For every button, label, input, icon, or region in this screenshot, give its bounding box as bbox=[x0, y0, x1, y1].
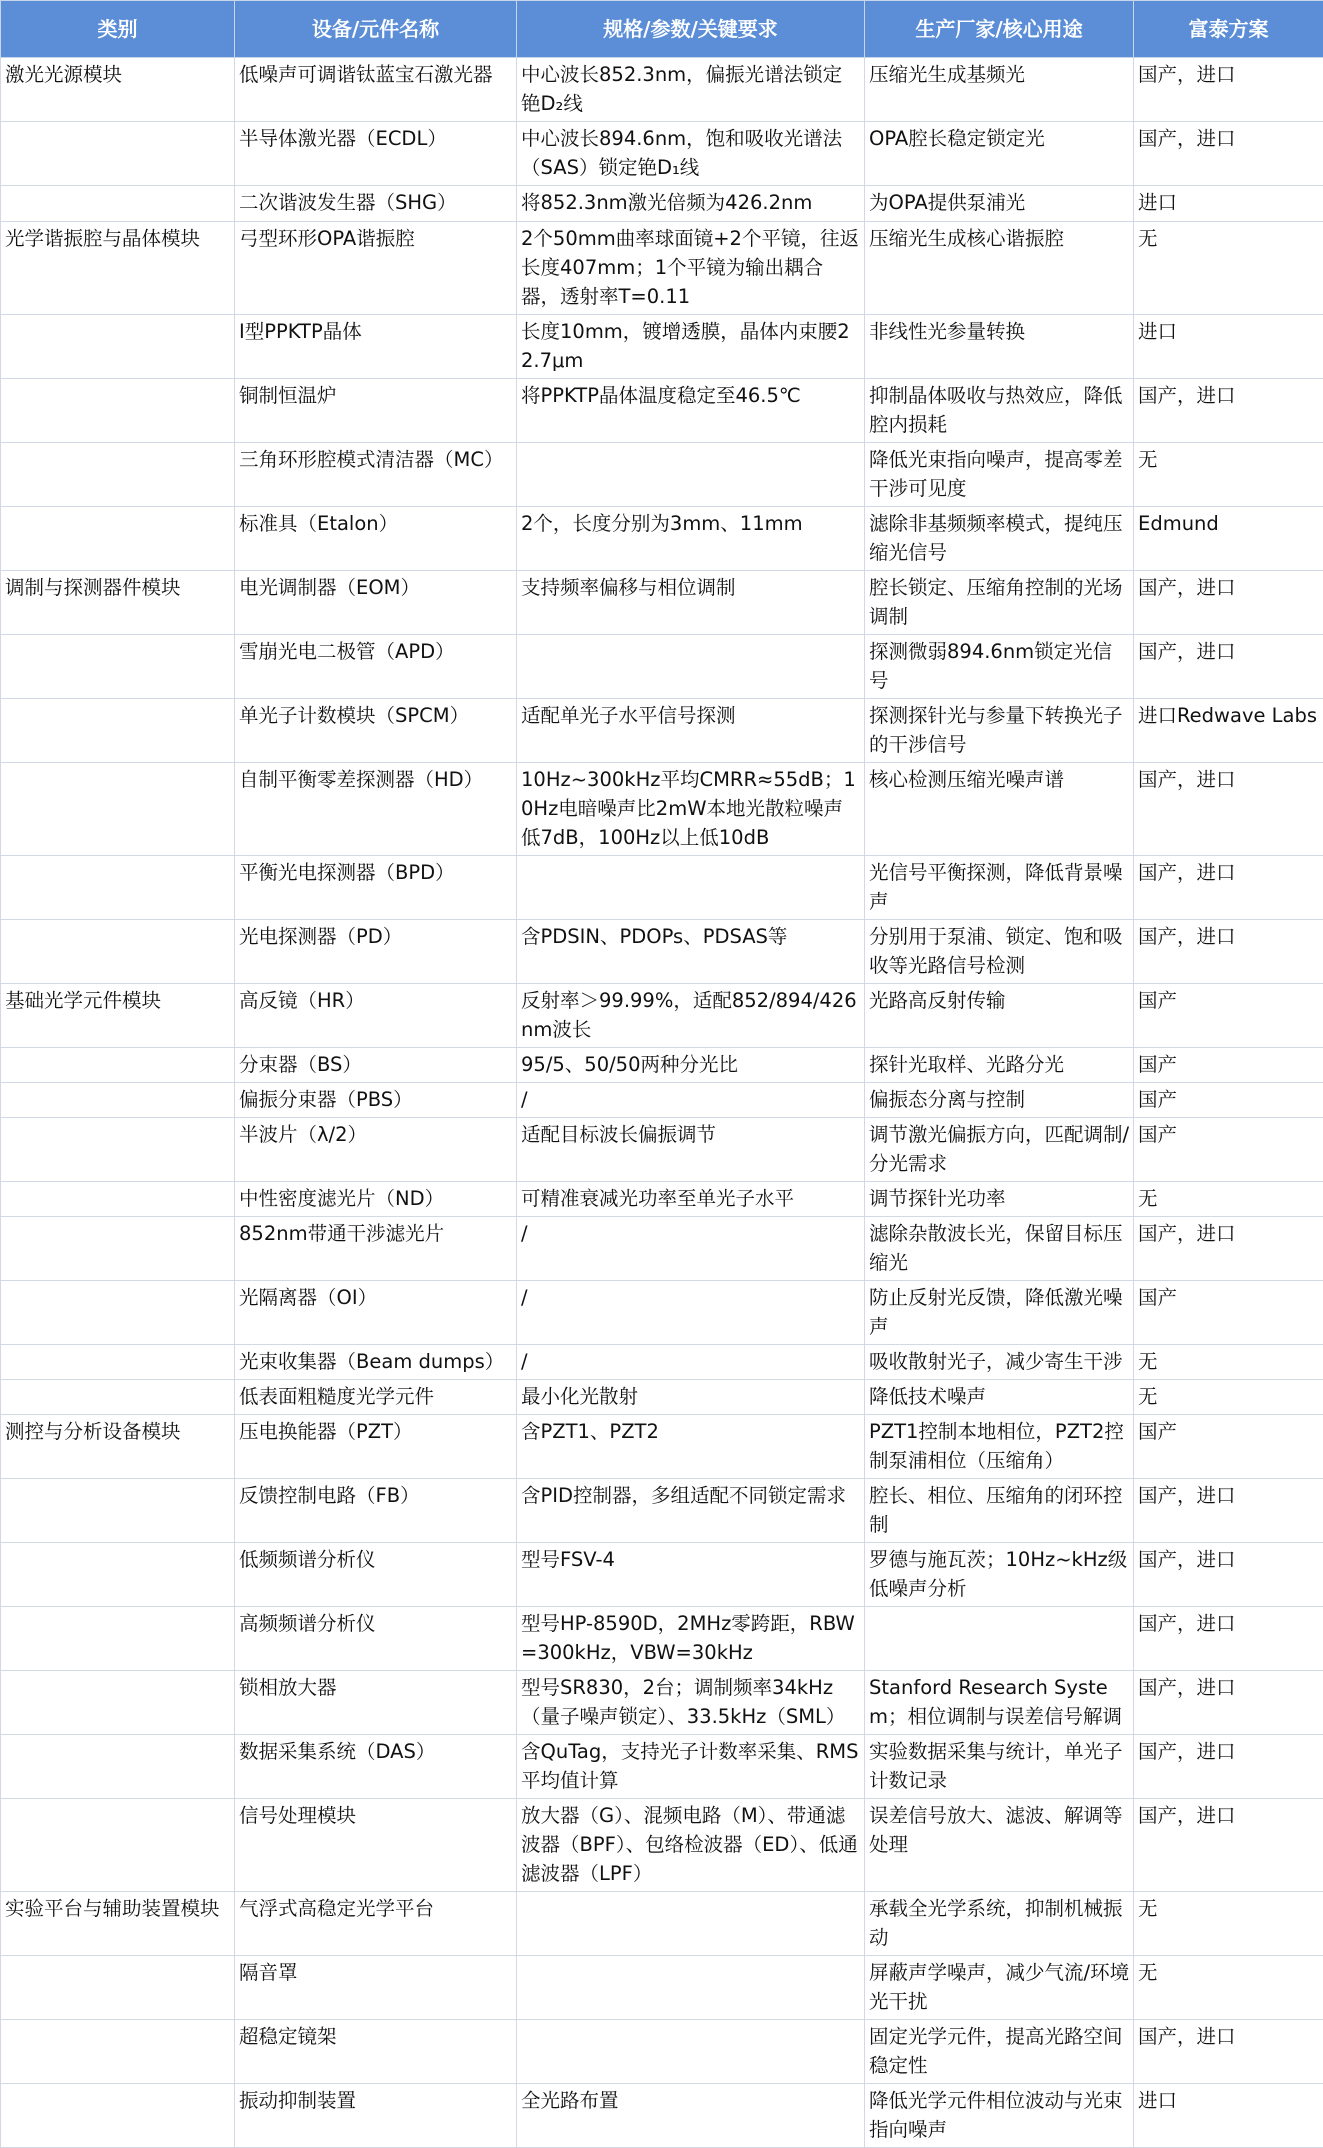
manufacturer-use-cell: 抑制晶体吸收与热效应，降低腔内损耗 bbox=[865, 379, 1134, 443]
table-row bbox=[1, 1182, 1323, 1217]
category-cell bbox=[1, 1799, 235, 1892]
plan-cell: 无 bbox=[1134, 1956, 1323, 2020]
table-row bbox=[1, 379, 1323, 443]
header-spec: 规格/参数/关键要求 bbox=[517, 1, 865, 58]
spec-cell bbox=[517, 856, 865, 920]
manufacturer-use-cell: 吸收散射光子，减少寄生干涉 bbox=[865, 1345, 1134, 1380]
table-row bbox=[1, 1735, 1323, 1799]
category-cell: 激光光源模块 bbox=[1, 58, 235, 122]
device-name-cell: 低表面粗糙度光学元件 bbox=[235, 1380, 517, 1415]
table-row bbox=[1, 571, 1323, 635]
plan-cell: 国产，进口 bbox=[1134, 1543, 1323, 1607]
device-name-cell: 隔音罩 bbox=[235, 1956, 517, 2020]
spec-cell: 2个50mm曲率球面镜+2个平镜，往返长度407mm；1个平镜为输出耦合器，透射率T=0.11 bbox=[517, 222, 865, 315]
category-cell bbox=[1, 699, 235, 763]
table-row bbox=[1, 1671, 1323, 1735]
plan-cell: 无 bbox=[1134, 222, 1323, 315]
table-body bbox=[1, 58, 1323, 2148]
device-name-cell: 低噪声可调谐钛蓝宝石激光器 bbox=[235, 58, 517, 122]
table-row bbox=[1, 186, 1323, 222]
manufacturer-use-cell: Stanford Research System；相位调制与误差信号解调 bbox=[865, 1671, 1134, 1735]
table-row bbox=[1, 699, 1323, 763]
table-row bbox=[1, 58, 1323, 122]
manufacturer-use-cell: 腔长、相位、压缩角的闭环控制 bbox=[865, 1479, 1134, 1543]
category-cell bbox=[1, 1048, 235, 1083]
spec-cell bbox=[517, 2020, 865, 2084]
table-row bbox=[1, 1048, 1323, 1083]
category-cell bbox=[1, 443, 235, 507]
spec-cell: 最小化光散射 bbox=[517, 1380, 865, 1415]
category-cell bbox=[1, 635, 235, 699]
spec-cell bbox=[517, 1956, 865, 2020]
manufacturer-use-cell: 偏振态分离与控制 bbox=[865, 1083, 1134, 1118]
category-cell bbox=[1, 1281, 235, 1345]
spec-cell: 放大器（G）、混频电路（M）、带通滤波器（BPF）、包络检波器（ED）、低通滤波器（LPF） bbox=[517, 1799, 865, 1892]
spec-cell: 型号SR830，2台；调制频率34kHz（量子噪声锁定）、33.5kHz（SML） bbox=[517, 1671, 865, 1735]
table-row bbox=[1, 1479, 1323, 1543]
manufacturer-use-cell: 调节激光偏振方向，匹配调制/分光需求 bbox=[865, 1118, 1134, 1182]
table-row bbox=[1, 222, 1323, 315]
spec-cell: / bbox=[517, 1217, 865, 1281]
device-name-cell: 光隔离器（OI） bbox=[235, 1281, 517, 1345]
table-row bbox=[1, 2084, 1323, 2148]
manufacturer-use-cell: 屏蔽声学噪声，减少气流/环境光干扰 bbox=[865, 1956, 1134, 2020]
table-row bbox=[1, 1892, 1323, 1956]
table-row bbox=[1, 1083, 1323, 1118]
plan-cell: 国产，进口 bbox=[1134, 122, 1323, 186]
spec-cell: 型号HP-8590D，2MHz零跨距，RBW=300kHz，VBW=30kHz bbox=[517, 1607, 865, 1671]
table-row bbox=[1, 1543, 1323, 1607]
device-name-cell: 中性密度滤光片（ND） bbox=[235, 1182, 517, 1217]
category-cell: 调制与探测器件模块 bbox=[1, 571, 235, 635]
manufacturer-use-cell: 光路高反射传输 bbox=[865, 984, 1134, 1048]
plan-cell: 国产，进口 bbox=[1134, 1607, 1323, 1671]
plan-cell: 国产，进口 bbox=[1134, 763, 1323, 856]
header-device-name: 设备/元件名称 bbox=[235, 1, 517, 58]
spec-cell: 含QuTag，支持光子计数率采集、RMS平均值计算 bbox=[517, 1735, 865, 1799]
plan-cell: 进口 bbox=[1134, 315, 1323, 379]
manufacturer-use-cell: 罗德与施瓦茨；10Hz~kHz级低噪声分析 bbox=[865, 1543, 1134, 1607]
table-row bbox=[1, 984, 1323, 1048]
spec-cell: 95/5、50/50两种分光比 bbox=[517, 1048, 865, 1083]
table-row bbox=[1, 443, 1323, 507]
manufacturer-use-cell: 探针光取样、光路分光 bbox=[865, 1048, 1134, 1083]
table-row bbox=[1, 1799, 1323, 1892]
header-row bbox=[1, 1, 1323, 58]
table-row bbox=[1, 1118, 1323, 1182]
manufacturer-use-cell: 防止反射光反馈，降低激光噪声 bbox=[865, 1281, 1134, 1345]
spec-cell bbox=[517, 443, 865, 507]
device-name-cell: 超稳定镜架 bbox=[235, 2020, 517, 2084]
table-row bbox=[1, 1380, 1323, 1415]
category-cell bbox=[1, 1607, 235, 1671]
device-name-cell: 光电探测器（PD） bbox=[235, 920, 517, 984]
plan-cell: 国产 bbox=[1134, 1415, 1323, 1479]
device-name-cell: 半波片（λ/2） bbox=[235, 1118, 517, 1182]
device-name-cell: 高频频谱分析仪 bbox=[235, 1607, 517, 1671]
category-cell bbox=[1, 1380, 235, 1415]
manufacturer-use-cell: 固定光学元件，提高光路空间稳定性 bbox=[865, 2020, 1134, 2084]
device-name-cell: 分束器（BS） bbox=[235, 1048, 517, 1083]
plan-cell: 国产，进口 bbox=[1134, 571, 1323, 635]
plan-cell: 进口 bbox=[1134, 2084, 1323, 2148]
manufacturer-use-cell: 核心检测压缩光噪声谱 bbox=[865, 763, 1134, 856]
category-cell bbox=[1, 507, 235, 571]
manufacturer-use-cell: 探测微弱894.6nm锁定光信号 bbox=[865, 635, 1134, 699]
table-row bbox=[1, 1415, 1323, 1479]
spec-cell: / bbox=[517, 1345, 865, 1380]
category-cell bbox=[1, 315, 235, 379]
device-name-cell: 锁相放大器 bbox=[235, 1671, 517, 1735]
plan-cell: 无 bbox=[1134, 1345, 1323, 1380]
manufacturer-use-cell: 误差信号放大、滤波、解调等处理 bbox=[865, 1799, 1134, 1892]
table-row bbox=[1, 920, 1323, 984]
manufacturer-use-cell: PZT1控制本地相位，PZT2控制泵浦相位（压缩角） bbox=[865, 1415, 1134, 1479]
spec-cell: 中心波长852.3nm，偏振光谱法锁定铯D₂线 bbox=[517, 58, 865, 122]
plan-cell: 国产，进口 bbox=[1134, 920, 1323, 984]
device-name-cell: 弓型环形OPA谐振腔 bbox=[235, 222, 517, 315]
plan-cell: 国产，进口 bbox=[1134, 635, 1323, 699]
device-name-cell: 半导体激光器（ECDL） bbox=[235, 122, 517, 186]
spec-cell: 支持频率偏移与相位调制 bbox=[517, 571, 865, 635]
spec-cell: 中心波长894.6nm，饱和吸收光谱法（SAS）锁定铯D₁线 bbox=[517, 122, 865, 186]
device-name-cell: 雪崩光电二极管（APD） bbox=[235, 635, 517, 699]
manufacturer-use-cell: 光信号平衡探测，降低背景噪声 bbox=[865, 856, 1134, 920]
device-name-cell: 三角环形腔模式清洁器（MC） bbox=[235, 443, 517, 507]
device-name-cell: 标准具（Etalon） bbox=[235, 507, 517, 571]
category-cell bbox=[1, 1671, 235, 1735]
device-name-cell: 振动抑制装置 bbox=[235, 2084, 517, 2148]
plan-cell: 国产，进口 bbox=[1134, 379, 1323, 443]
header-manufacturer-use: 生产厂家/核心用途 bbox=[865, 1, 1134, 58]
manufacturer-use-cell: 调节探针光功率 bbox=[865, 1182, 1134, 1217]
category-cell: 测控与分析设备模块 bbox=[1, 1415, 235, 1479]
device-name-cell: 信号处理模块 bbox=[235, 1799, 517, 1892]
category-cell bbox=[1, 1345, 235, 1380]
category-cell bbox=[1, 1956, 235, 2020]
device-name-cell: Ⅰ型PPKTP晶体 bbox=[235, 315, 517, 379]
plan-cell: 国产，进口 bbox=[1134, 1671, 1323, 1735]
table-row bbox=[1, 856, 1323, 920]
manufacturer-use-cell: 滤除杂散波长光，保留目标压缩光 bbox=[865, 1217, 1134, 1281]
spec-cell: 含PID控制器，多组适配不同锁定需求 bbox=[517, 1479, 865, 1543]
spec-cell: / bbox=[517, 1083, 865, 1118]
table-row bbox=[1, 1345, 1323, 1380]
manufacturer-use-cell: 压缩光生成核心谐振腔 bbox=[865, 222, 1134, 315]
table-row bbox=[1, 635, 1323, 699]
manufacturer-use-cell: 降低技术噪声 bbox=[865, 1380, 1134, 1415]
table-row bbox=[1, 315, 1323, 379]
manufacturer-use-cell bbox=[865, 1607, 1134, 1671]
plan-cell: 国产 bbox=[1134, 1281, 1323, 1345]
device-name-cell: 数据采集系统（DAS） bbox=[235, 1735, 517, 1799]
category-cell bbox=[1, 856, 235, 920]
category-cell bbox=[1, 1735, 235, 1799]
spec-cell: 含PDSIN、PDOPs、PDSAS等 bbox=[517, 920, 865, 984]
spec-cell: 可精准衰减光功率至单光子水平 bbox=[517, 1182, 865, 1217]
header-plan: 富泰方案 bbox=[1134, 1, 1323, 58]
manufacturer-use-cell: 滤除非基频频率模式，提纯压缩光信号 bbox=[865, 507, 1134, 571]
plan-cell: 国产，进口 bbox=[1134, 1799, 1323, 1892]
spec-cell: 长度10mm，镀增透膜，晶体内束腰22.7μm bbox=[517, 315, 865, 379]
category-cell bbox=[1, 1182, 235, 1217]
category-cell bbox=[1, 1543, 235, 1607]
plan-cell: 国产，进口 bbox=[1134, 1217, 1323, 1281]
category-cell bbox=[1, 2020, 235, 2084]
category-cell bbox=[1, 2084, 235, 2148]
category-cell: 光学谐振腔与晶体模块 bbox=[1, 222, 235, 315]
plan-cell: 国产，进口 bbox=[1134, 2020, 1323, 2084]
plan-cell: 国产，进口 bbox=[1134, 1479, 1323, 1543]
device-name-cell: 高反镜（HR） bbox=[235, 984, 517, 1048]
device-name-cell: 气浮式高稳定光学平台 bbox=[235, 1892, 517, 1956]
plan-cell: Edmund bbox=[1134, 507, 1323, 571]
device-name-cell: 平衡光电探测器（BPD） bbox=[235, 856, 517, 920]
device-name-cell: 单光子计数模块（SPCM） bbox=[235, 699, 517, 763]
category-cell bbox=[1, 1118, 235, 1182]
table-row bbox=[1, 2020, 1323, 2084]
manufacturer-use-cell: 腔长锁定、压缩角控制的光场调制 bbox=[865, 571, 1134, 635]
plan-cell: 无 bbox=[1134, 1380, 1323, 1415]
device-name-cell: 反馈控制电路（FB） bbox=[235, 1479, 517, 1543]
spec-cell: 10Hz~300kHz平均CMRR≈55dB；10Hz电暗噪声比2mW本地光散粒噪声低7dB，100Hz以上低10dB bbox=[517, 763, 865, 856]
table-row bbox=[1, 1217, 1323, 1281]
category-cell bbox=[1, 763, 235, 856]
plan-cell: 进口Redwave Labs bbox=[1134, 699, 1323, 763]
spec-cell: / bbox=[517, 1281, 865, 1345]
plan-cell: 国产 bbox=[1134, 984, 1323, 1048]
spec-cell bbox=[517, 635, 865, 699]
category-cell: 基础光学元件模块 bbox=[1, 984, 235, 1048]
manufacturer-use-cell: 降低光学元件相位波动与光束指向噪声 bbox=[865, 2084, 1134, 2148]
manufacturer-use-cell: 承载全光学系统，抑制机械振动 bbox=[865, 1892, 1134, 1956]
table-row bbox=[1, 1956, 1323, 2020]
plan-cell: 进口 bbox=[1134, 186, 1323, 222]
device-name-cell: 二次谐波发生器（SHG） bbox=[235, 186, 517, 222]
plan-cell: 无 bbox=[1134, 443, 1323, 507]
category-cell bbox=[1, 186, 235, 222]
category-cell bbox=[1, 920, 235, 984]
category-cell bbox=[1, 379, 235, 443]
plan-cell: 国产 bbox=[1134, 1118, 1323, 1182]
device-name-cell: 光束收集器（Beam dumps） bbox=[235, 1345, 517, 1380]
spec-cell: 反射率＞99.99%，适配852/894/426nm波长 bbox=[517, 984, 865, 1048]
plan-cell: 国产 bbox=[1134, 1048, 1323, 1083]
plan-cell: 无 bbox=[1134, 1892, 1323, 1956]
spec-cell: 2个，长度分别为3mm、11mm bbox=[517, 507, 865, 571]
spec-cell: 含PZT1、PZT2 bbox=[517, 1415, 865, 1479]
spec-cell: 全光路布置 bbox=[517, 2084, 865, 2148]
table-row bbox=[1, 763, 1323, 856]
device-name-cell: 852nm带通干涉滤光片 bbox=[235, 1217, 517, 1281]
device-name-cell: 低频频谱分析仪 bbox=[235, 1543, 517, 1607]
spec-cell: 将PPKTP晶体温度稳定至46.5℃ bbox=[517, 379, 865, 443]
spec-cell: 适配目标波长偏振调节 bbox=[517, 1118, 865, 1182]
spec-cell: 型号FSV-4 bbox=[517, 1543, 865, 1607]
plan-cell: 国产，进口 bbox=[1134, 856, 1323, 920]
plan-cell: 国产，进口 bbox=[1134, 1735, 1323, 1799]
manufacturer-use-cell: 降低光束指向噪声，提高零差干涉可见度 bbox=[865, 443, 1134, 507]
plan-cell: 国产，进口 bbox=[1134, 58, 1323, 122]
device-name-cell: 电光调制器（EOM） bbox=[235, 571, 517, 635]
plan-cell: 无 bbox=[1134, 1182, 1323, 1217]
category-cell bbox=[1, 1083, 235, 1118]
spec-cell: 适配单光子水平信号探测 bbox=[517, 699, 865, 763]
spec-cell: 将852.3nm激光倍频为426.2nm bbox=[517, 186, 865, 222]
manufacturer-use-cell: 实验数据采集与统计，单光子计数记录 bbox=[865, 1735, 1134, 1799]
table-row bbox=[1, 122, 1323, 186]
device-name-cell: 偏振分束器（PBS） bbox=[235, 1083, 517, 1118]
spec-cell bbox=[517, 1892, 865, 1956]
table-row bbox=[1, 507, 1323, 571]
manufacturer-use-cell: 分别用于泵浦、锁定、饱和吸收等光路信号检测 bbox=[865, 920, 1134, 984]
manufacturer-use-cell: OPA腔长稳定锁定光 bbox=[865, 122, 1134, 186]
table-row bbox=[1, 1281, 1323, 1345]
header-category: 类别 bbox=[1, 1, 235, 58]
table-row bbox=[1, 1607, 1323, 1671]
manufacturer-use-cell: 为OPA提供泵浦光 bbox=[865, 186, 1134, 222]
manufacturer-use-cell: 压缩光生成基频光 bbox=[865, 58, 1134, 122]
category-cell bbox=[1, 1479, 235, 1543]
device-name-cell: 压电换能器（PZT） bbox=[235, 1415, 517, 1479]
manufacturer-use-cell: 探测探针光与参量下转换光子的干涉信号 bbox=[865, 699, 1134, 763]
plan-cell: 国产 bbox=[1134, 1083, 1323, 1118]
category-cell: 实验平台与辅助装置模块 bbox=[1, 1892, 235, 1956]
category-cell bbox=[1, 1217, 235, 1281]
category-cell bbox=[1, 122, 235, 186]
manufacturer-use-cell: 非线性光参量转换 bbox=[865, 315, 1134, 379]
device-name-cell: 铜制恒温炉 bbox=[235, 379, 517, 443]
device-name-cell: 自制平衡零差探测器（HD） bbox=[235, 763, 517, 856]
